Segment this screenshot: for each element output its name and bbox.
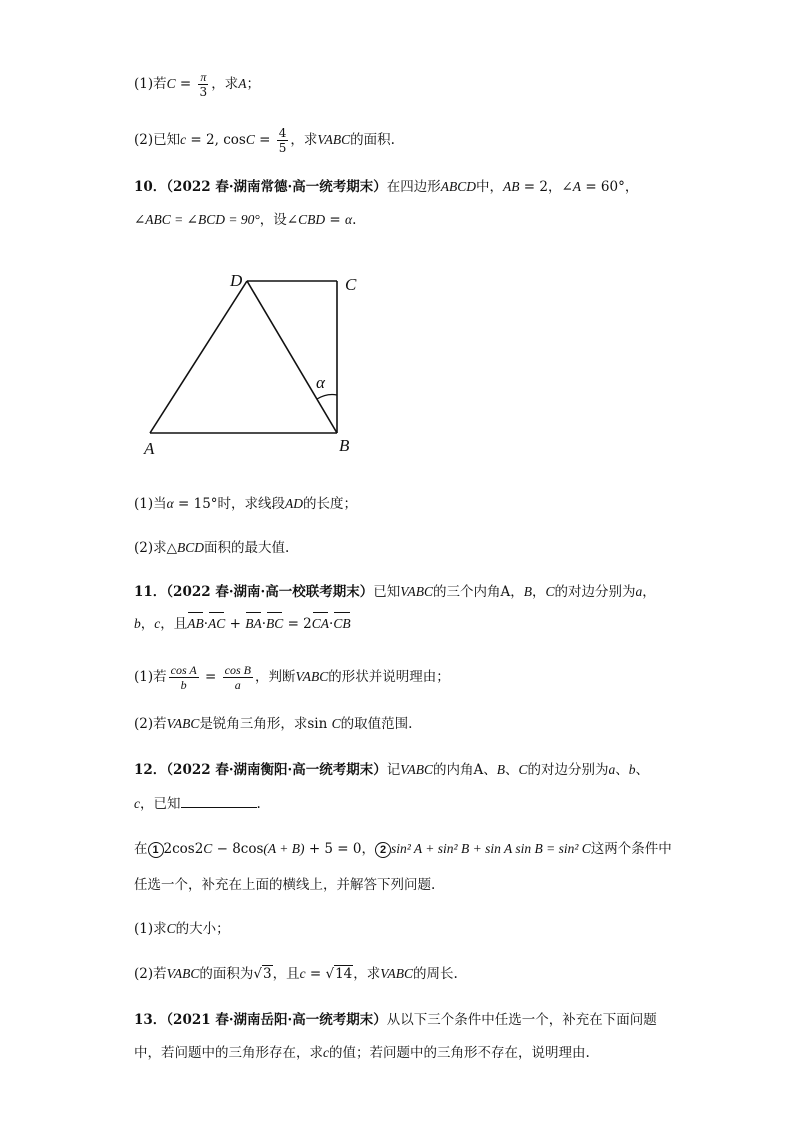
text: 这两个条件中 bbox=[590, 841, 672, 857]
expr: 2cos2 bbox=[163, 841, 204, 857]
fraction-cosB-over-a bbox=[223, 663, 253, 692]
text: 、 bbox=[483, 762, 497, 778]
label-B: B bbox=[339, 436, 350, 455]
text: ，判断 bbox=[254, 669, 296, 685]
vector-AB: AB bbox=[187, 614, 204, 634]
triangle-ABC: VABC bbox=[317, 132, 351, 147]
text: 是锐角三角形，求 bbox=[199, 716, 308, 732]
text: = 2, cos bbox=[186, 132, 246, 148]
var-C: C bbox=[545, 584, 555, 599]
text: 、 bbox=[615, 762, 629, 778]
var-B: B bbox=[496, 762, 505, 777]
text: ； bbox=[246, 76, 260, 92]
text: 在 bbox=[134, 841, 148, 857]
text: (2)已知 bbox=[134, 132, 181, 148]
var-c: c bbox=[299, 966, 306, 981]
vector-BA: BA bbox=[245, 614, 262, 634]
var-alpha: α bbox=[166, 496, 174, 511]
var-c: c bbox=[180, 132, 187, 147]
text: ，设∠ bbox=[259, 212, 299, 228]
expr: − 8cos bbox=[212, 841, 264, 857]
var-C: C bbox=[166, 921, 176, 936]
numerator: π bbox=[200, 70, 207, 84]
var-a: a bbox=[635, 584, 643, 599]
question-source: （2022 春·湖南·高一校联考期末） bbox=[166, 584, 374, 600]
denominator: b bbox=[180, 678, 187, 692]
radicand: 3 bbox=[262, 966, 272, 982]
question-10-part-2 bbox=[134, 538, 289, 558]
var-alpha: α bbox=[344, 212, 353, 227]
text: 从以下三个条件中任选一个，补充在下面问题 bbox=[386, 1012, 657, 1028]
var-C: C bbox=[166, 76, 176, 91]
text: 的长度； bbox=[303, 496, 358, 512]
angle-arc-alpha bbox=[317, 395, 337, 400]
text: 、 bbox=[635, 762, 649, 778]
text: ， bbox=[140, 616, 155, 632]
var-C: C bbox=[518, 762, 528, 777]
text: 在四边形 bbox=[386, 179, 441, 195]
label-alpha: α bbox=[316, 373, 325, 392]
diagonal-DB bbox=[247, 281, 337, 433]
text: 任选一个，补充在上面的横线上，并解答下列问题. bbox=[134, 877, 436, 893]
vector-BC: BC bbox=[266, 614, 283, 634]
sin: sin bbox=[307, 716, 328, 732]
text: ，已知 bbox=[140, 796, 181, 812]
equals: = 2 bbox=[283, 616, 312, 632]
text: = 2，∠ bbox=[519, 179, 573, 195]
dot: · bbox=[329, 616, 334, 632]
question-number: 11． bbox=[134, 584, 167, 600]
answer-blank[interactable] bbox=[181, 793, 257, 808]
var-A: A bbox=[238, 76, 247, 91]
var-c: c bbox=[154, 616, 161, 631]
text: ，且 bbox=[272, 966, 300, 982]
text: . bbox=[256, 796, 261, 812]
vector-CA: CA bbox=[312, 614, 329, 634]
text: 已知 bbox=[373, 584, 401, 600]
question-10-stem bbox=[134, 177, 638, 197]
var-C: C bbox=[581, 841, 591, 856]
text: 时，求线段 bbox=[217, 496, 286, 512]
radicand: 14 bbox=[335, 966, 353, 982]
question-number: 13． bbox=[134, 1012, 167, 1028]
triangle-ABC: VABC bbox=[295, 669, 329, 684]
var-C: C bbox=[331, 716, 341, 731]
text: ， bbox=[531, 584, 546, 600]
plus: + bbox=[225, 616, 246, 632]
text: (1)求 bbox=[134, 921, 167, 937]
text: . bbox=[352, 212, 357, 228]
sqrt-sign: √ bbox=[253, 966, 262, 982]
text: 的对边分别为 bbox=[527, 762, 609, 778]
question-13-stem bbox=[134, 1010, 657, 1030]
triangle-ABC: VABC bbox=[400, 584, 433, 599]
text: 的面积. bbox=[350, 132, 395, 148]
segment-AD: AD bbox=[285, 496, 304, 511]
fraction-pi-over-3 bbox=[198, 70, 210, 99]
sqrt-sign: √ bbox=[325, 966, 335, 982]
label-A: A bbox=[144, 439, 155, 458]
text: 的周长. bbox=[413, 966, 458, 982]
question-12-conditions bbox=[134, 839, 672, 859]
edge-AD bbox=[150, 281, 247, 433]
text: ，且 bbox=[160, 616, 188, 632]
triangle-ABC: VABC bbox=[166, 966, 200, 981]
text: ， bbox=[642, 584, 656, 600]
var-b: b bbox=[628, 762, 636, 777]
text: 中，若问题中的三角形存在，求 bbox=[134, 1045, 323, 1061]
text: ，求 bbox=[211, 76, 239, 92]
question-10-part-1 bbox=[134, 494, 357, 514]
expr: + 5 = 0 bbox=[304, 841, 362, 857]
text: 的形状并说明理由； bbox=[328, 669, 450, 685]
equals: = bbox=[325, 212, 345, 228]
fraction-4-over-5 bbox=[277, 126, 289, 155]
text: ， bbox=[510, 584, 524, 600]
question-source: （2022 春·湖南衡阳·高一统考期末） bbox=[166, 762, 387, 778]
var-c: c bbox=[134, 796, 140, 811]
text: (2)若 bbox=[134, 716, 167, 732]
text: 的取值范围. bbox=[340, 716, 413, 732]
text: 面积的最大值. bbox=[204, 540, 290, 556]
var-C: C bbox=[245, 132, 255, 147]
text: 的大小； bbox=[175, 921, 230, 937]
segment-AB: AB bbox=[502, 179, 520, 194]
triangle-ABC: VABC bbox=[380, 966, 414, 981]
text: (1)当 bbox=[134, 496, 167, 512]
text: 的值；若问题中的三角形不存在，说明理由. bbox=[329, 1045, 590, 1061]
triangle-BCD: BCD bbox=[177, 540, 205, 555]
var-a: a bbox=[608, 762, 616, 777]
quadrilateral-figure bbox=[130, 262, 370, 462]
expr-sine-condition: sin² A + sin² B + sin A sin B = sin² bbox=[391, 841, 582, 856]
equals: = bbox=[254, 132, 275, 148]
numerator: cos B bbox=[224, 663, 251, 677]
vector-CB: CB bbox=[333, 614, 350, 634]
question-12-part-1 bbox=[134, 919, 230, 939]
label-C: C bbox=[345, 275, 357, 294]
var-C: C bbox=[203, 841, 213, 856]
quad-ABCD: ABCD bbox=[440, 179, 476, 194]
text: = 60°， bbox=[581, 179, 639, 195]
equals: = bbox=[175, 76, 196, 92]
numerator: 4 bbox=[278, 126, 287, 140]
question-13-stem-2 bbox=[134, 1043, 590, 1063]
question-11-stem-2 bbox=[134, 614, 351, 634]
question-11-part-2 bbox=[134, 714, 412, 734]
label-D: D bbox=[230, 271, 243, 290]
text: 的三个内角 bbox=[432, 584, 501, 600]
dot: · bbox=[261, 616, 267, 632]
var-b: b bbox=[134, 616, 141, 631]
question-10-stem-2 bbox=[134, 210, 356, 230]
question-12-stem bbox=[134, 760, 649, 780]
text: 、 bbox=[504, 762, 519, 778]
text: 中， bbox=[475, 179, 503, 195]
question-12-stem-2 bbox=[134, 793, 261, 814]
text: = 15° bbox=[173, 496, 218, 512]
question-12-instruction bbox=[134, 875, 435, 895]
text: ，求 bbox=[290, 132, 318, 148]
question-12-part-2 bbox=[134, 964, 458, 984]
text: ，求 bbox=[353, 966, 381, 982]
var-B: B bbox=[523, 584, 532, 599]
dot: · bbox=[203, 616, 209, 632]
text: (1)若 bbox=[134, 669, 167, 685]
text: 的对边分别为 bbox=[554, 584, 636, 600]
var-A: A bbox=[473, 762, 484, 778]
text: 的内角 bbox=[432, 762, 474, 778]
angle-conditions: ∠ABC = ∠BCD = 90° bbox=[134, 212, 260, 227]
equals: = bbox=[305, 966, 326, 982]
circled-number-1: 1 bbox=[148, 842, 164, 858]
text: (2)若 bbox=[134, 966, 167, 982]
var-c: c bbox=[323, 1045, 329, 1060]
question-number: 12． bbox=[134, 762, 167, 778]
question-source: （2022 春·湖南常德·高一统考期末） bbox=[166, 179, 387, 195]
denominator: 5 bbox=[278, 141, 287, 155]
var-A: A bbox=[572, 179, 582, 194]
denominator: 3 bbox=[199, 85, 208, 99]
angle-CBD: CBD bbox=[298, 212, 326, 227]
question-11-stem bbox=[134, 582, 656, 602]
text: 的面积为 bbox=[199, 966, 254, 982]
text: (2)求△ bbox=[134, 540, 178, 556]
equals: = bbox=[200, 669, 221, 685]
triangle-ABC: VABC bbox=[166, 716, 200, 731]
text: 记 bbox=[386, 762, 401, 778]
numerator: cos A bbox=[170, 663, 197, 677]
circled-number-2: 2 bbox=[375, 842, 391, 858]
question-source: （2021 春·湖南岳阳·高一统考期末） bbox=[166, 1012, 387, 1028]
var-A: A bbox=[500, 584, 511, 600]
question-number: 10． bbox=[134, 179, 167, 195]
triangle-ABC: VABC bbox=[400, 762, 433, 777]
fraction-cosA-over-b bbox=[169, 663, 199, 692]
question-9-part-1 bbox=[134, 70, 260, 99]
vector-AC: AC bbox=[208, 614, 225, 634]
question-11-part-1 bbox=[134, 663, 450, 692]
question-9-part-2 bbox=[134, 126, 395, 155]
expr-A-plus-B: (A + B) bbox=[263, 841, 305, 856]
text: ， bbox=[361, 841, 375, 857]
text: (1)若 bbox=[134, 76, 167, 92]
denominator: a bbox=[234, 678, 241, 692]
